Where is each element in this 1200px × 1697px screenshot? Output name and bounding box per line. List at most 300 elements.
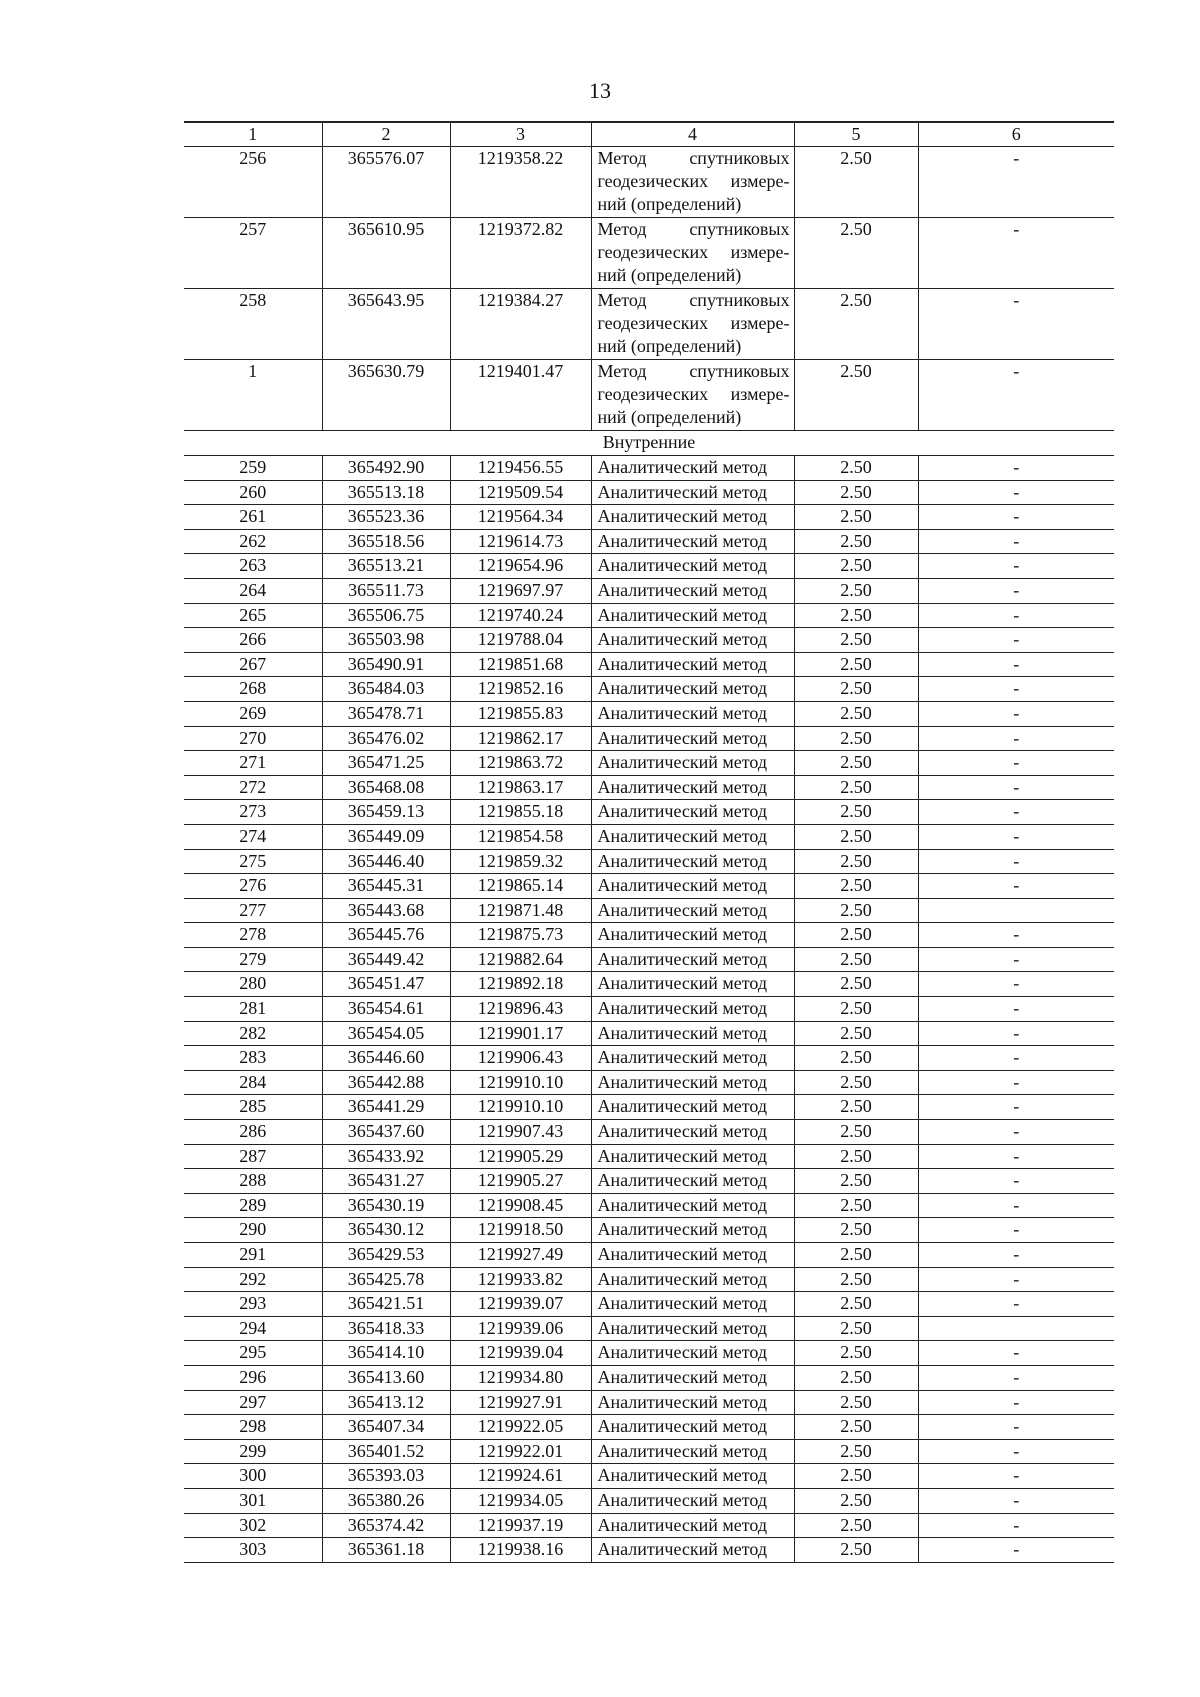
y-coordinate-cell: 1219933.82 (450, 1267, 591, 1292)
x-coordinate-cell: 365421.51 (322, 1292, 450, 1317)
y-coordinate-cell: 1219859.32 (450, 849, 591, 874)
note-cell: - (918, 289, 1114, 360)
y-coordinate-cell: 1219906.43 (450, 1046, 591, 1071)
y-coordinate-cell: 1219939.04 (450, 1341, 591, 1366)
y-coordinate-cell: 1219896.43 (450, 997, 591, 1022)
point-number-cell: 269 (184, 701, 322, 726)
y-coordinate-cell: 1219908.45 (450, 1193, 591, 1218)
note-cell: - (918, 677, 1114, 702)
y-coordinate-cell: 1219855.18 (450, 800, 591, 825)
header-cell-6: 6 (918, 122, 1114, 147)
table-row (184, 701, 1114, 726)
accuracy-cell: 2.50 (794, 1046, 918, 1071)
x-coordinate-cell: 365610.95 (322, 218, 450, 289)
method-cell: Аналитический метод (591, 1120, 794, 1145)
x-coordinate-cell: 365518.56 (322, 529, 450, 554)
x-coordinate-cell: 365413.60 (322, 1365, 450, 1390)
table-row (184, 1070, 1114, 1095)
table-row (184, 147, 1114, 218)
accuracy-cell: 2.50 (794, 1169, 918, 1194)
x-coordinate-cell: 365492.90 (322, 456, 450, 481)
y-coordinate-cell: 1219938.16 (450, 1538, 591, 1563)
table-row (184, 1390, 1114, 1415)
point-number-cell: 267 (184, 652, 322, 677)
header-cell-3: 3 (450, 122, 591, 147)
table-row (184, 554, 1114, 579)
method-cell: Аналитический метод (591, 1070, 794, 1095)
x-coordinate-cell: 365414.10 (322, 1341, 450, 1366)
method-cell: Аналитический метод (591, 751, 794, 776)
x-coordinate-cell: 365478.71 (322, 701, 450, 726)
method-cell: Аналитический метод (591, 824, 794, 849)
table-row (184, 824, 1114, 849)
note-cell: - (918, 1538, 1114, 1563)
note-cell: - (918, 701, 1114, 726)
method-cell: Аналитический метод (591, 1538, 794, 1563)
table-row (184, 1120, 1114, 1145)
note-cell: - (918, 923, 1114, 948)
table-row (184, 800, 1114, 825)
x-coordinate-cell: 365513.21 (322, 554, 450, 579)
method-cell: Аналитический метод (591, 874, 794, 899)
method-cell: Аналитический метод (591, 972, 794, 997)
table-row (184, 360, 1114, 431)
table-row (184, 1488, 1114, 1513)
table-body (184, 122, 1114, 1562)
method-cell: Аналитический метод (591, 652, 794, 677)
x-coordinate-cell: 365513.18 (322, 480, 450, 505)
y-coordinate-cell: 1219907.43 (450, 1120, 591, 1145)
table-row (184, 1267, 1114, 1292)
x-coordinate-cell: 365445.76 (322, 923, 450, 948)
x-coordinate-cell: 365429.53 (322, 1243, 450, 1268)
accuracy-cell: 2.50 (794, 1538, 918, 1563)
accuracy-cell: 2.50 (794, 360, 918, 431)
x-coordinate-cell: 365441.29 (322, 1095, 450, 1120)
table-row (184, 1144, 1114, 1169)
accuracy-cell: 2.50 (794, 147, 918, 218)
point-number-cell: 264 (184, 578, 322, 603)
method-cell: Аналитический метод (591, 701, 794, 726)
point-number-cell: 260 (184, 480, 322, 505)
y-coordinate-cell: 1219862.17 (450, 726, 591, 751)
table-row (184, 1193, 1114, 1218)
accuracy-cell: 2.50 (794, 751, 918, 776)
table-row (184, 456, 1114, 481)
header-cell-5: 5 (794, 122, 918, 147)
x-coordinate-cell: 365442.88 (322, 1070, 450, 1095)
table-row (184, 997, 1114, 1022)
note-cell: - (918, 1341, 1114, 1366)
y-coordinate-cell: 1219939.06 (450, 1316, 591, 1341)
note-cell: - (918, 947, 1114, 972)
note-cell: - (918, 578, 1114, 603)
y-coordinate-cell: 1219865.14 (450, 874, 591, 899)
note-cell: - (918, 1243, 1114, 1268)
y-coordinate-cell: 1219905.29 (450, 1144, 591, 1169)
y-coordinate-cell: 1219905.27 (450, 1169, 591, 1194)
note-cell: - (918, 1488, 1114, 1513)
method-cell: Аналитический метод (591, 456, 794, 481)
method-cell: Аналитический метод (591, 677, 794, 702)
method-cell: Аналитический метод (591, 1218, 794, 1243)
method-cell: Метод спутниковых геодезических измере-ний (определений) (591, 360, 794, 431)
note-cell: - (918, 1120, 1114, 1145)
accuracy-cell: 2.50 (794, 554, 918, 579)
y-coordinate-cell: 1219901.17 (450, 1021, 591, 1046)
note-cell: - (918, 775, 1114, 800)
point-number-cell: 285 (184, 1095, 322, 1120)
note-cell: - (918, 1193, 1114, 1218)
accuracy-cell: 2.50 (794, 456, 918, 481)
accuracy-cell: 2.50 (794, 1144, 918, 1169)
x-coordinate-cell: 365471.25 (322, 751, 450, 776)
accuracy-cell: 2.50 (794, 505, 918, 530)
point-number-cell: 296 (184, 1365, 322, 1390)
point-number-cell: 295 (184, 1341, 322, 1366)
x-coordinate-cell: 365446.60 (322, 1046, 450, 1071)
table-row (184, 505, 1114, 530)
accuracy-cell: 2.50 (794, 701, 918, 726)
section-row (184, 431, 1114, 456)
accuracy-cell: 2.50 (794, 578, 918, 603)
note-cell: - (918, 505, 1114, 530)
x-coordinate-cell: 365433.92 (322, 1144, 450, 1169)
note-cell: - (918, 800, 1114, 825)
point-number-cell: 277 (184, 898, 322, 923)
x-coordinate-cell: 365418.33 (322, 1316, 450, 1341)
point-number-cell: 270 (184, 726, 322, 751)
accuracy-cell: 2.50 (794, 1021, 918, 1046)
accuracy-cell: 2.50 (794, 603, 918, 628)
table-row (184, 1415, 1114, 1440)
note-cell: - (918, 218, 1114, 289)
point-number-cell: 298 (184, 1415, 322, 1440)
table-row (184, 1439, 1114, 1464)
note-cell: - (918, 456, 1114, 481)
y-coordinate-cell: 1219372.82 (450, 218, 591, 289)
accuracy-cell: 2.50 (794, 1439, 918, 1464)
y-coordinate-cell: 1219927.91 (450, 1390, 591, 1415)
table-row (184, 775, 1114, 800)
point-number-cell: 290 (184, 1218, 322, 1243)
point-number-cell: 278 (184, 923, 322, 948)
accuracy-cell: 2.50 (794, 947, 918, 972)
method-cell: Аналитический метод (591, 1095, 794, 1120)
x-coordinate-cell: 365443.68 (322, 898, 450, 923)
note-cell: - (918, 1070, 1114, 1095)
y-coordinate-cell: 1219875.73 (450, 923, 591, 948)
note-cell: - (918, 1365, 1114, 1390)
table-row (184, 1464, 1114, 1489)
table-row (184, 1292, 1114, 1317)
method-cell: Аналитический метод (591, 529, 794, 554)
point-number-cell: 283 (184, 1046, 322, 1071)
accuracy-cell: 2.50 (794, 1193, 918, 1218)
note-cell: - (918, 1390, 1114, 1415)
point-number-cell: 297 (184, 1390, 322, 1415)
header-cell-4: 4 (591, 122, 794, 147)
y-coordinate-cell: 1219788.04 (450, 628, 591, 653)
method-cell: Аналитический метод (591, 554, 794, 579)
method-cell: Аналитический метод (591, 628, 794, 653)
note-cell: - (918, 824, 1114, 849)
table-row (184, 1095, 1114, 1120)
y-coordinate-cell: 1219740.24 (450, 603, 591, 628)
coordinates-table (184, 121, 1114, 1563)
note-cell: - (918, 603, 1114, 628)
y-coordinate-cell: 1219910.10 (450, 1095, 591, 1120)
header-cell-1: 1 (184, 122, 322, 147)
method-cell: Аналитический метод (591, 1316, 794, 1341)
y-coordinate-cell: 1219939.07 (450, 1292, 591, 1317)
y-coordinate-cell: 1219509.54 (450, 480, 591, 505)
note-cell: - (918, 972, 1114, 997)
accuracy-cell: 2.50 (794, 1464, 918, 1489)
y-coordinate-cell: 1219934.80 (450, 1365, 591, 1390)
x-coordinate-cell: 365361.18 (322, 1538, 450, 1563)
note-cell: - (918, 147, 1114, 218)
accuracy-cell: 2.50 (794, 726, 918, 751)
y-coordinate-cell: 1219854.58 (450, 824, 591, 849)
note-cell: - (918, 652, 1114, 677)
y-coordinate-cell: 1219401.47 (450, 360, 591, 431)
point-number-cell: 293 (184, 1292, 322, 1317)
note-cell: - (918, 1021, 1114, 1046)
table-row (184, 751, 1114, 776)
accuracy-cell: 2.50 (794, 289, 918, 360)
point-number-cell: 259 (184, 456, 322, 481)
note-cell: - (918, 997, 1114, 1022)
x-coordinate-cell: 365459.13 (322, 800, 450, 825)
accuracy-cell: 2.50 (794, 218, 918, 289)
method-cell: Аналитический метод (591, 1169, 794, 1194)
accuracy-cell: 2.50 (794, 898, 918, 923)
x-coordinate-cell: 365506.75 (322, 603, 450, 628)
point-number-cell: 1 (184, 360, 322, 431)
accuracy-cell: 2.50 (794, 1243, 918, 1268)
table-row (184, 1169, 1114, 1194)
note-cell: - (918, 874, 1114, 899)
y-coordinate-cell: 1219855.83 (450, 701, 591, 726)
point-number-cell: 301 (184, 1488, 322, 1513)
point-number-cell: 292 (184, 1267, 322, 1292)
accuracy-cell: 2.50 (794, 1316, 918, 1341)
y-coordinate-cell: 1219654.96 (450, 554, 591, 579)
method-cell: Аналитический метод (591, 1365, 794, 1390)
x-coordinate-cell: 365393.03 (322, 1464, 450, 1489)
y-coordinate-cell: 1219358.22 (450, 147, 591, 218)
table-row (184, 628, 1114, 653)
y-coordinate-cell: 1219934.05 (450, 1488, 591, 1513)
x-coordinate-cell: 365454.61 (322, 997, 450, 1022)
x-coordinate-cell: 365430.19 (322, 1193, 450, 1218)
note-cell: - (918, 726, 1114, 751)
table-row (184, 923, 1114, 948)
point-number-cell: 272 (184, 775, 322, 800)
x-coordinate-cell: 365511.73 (322, 578, 450, 603)
x-coordinate-cell: 365576.07 (322, 147, 450, 218)
method-cell: Аналитический метод (591, 1513, 794, 1538)
method-cell: Аналитический метод (591, 1021, 794, 1046)
point-number-cell: 289 (184, 1193, 322, 1218)
method-cell: Аналитический метод (591, 1193, 794, 1218)
note-cell: - (918, 751, 1114, 776)
point-number-cell: 265 (184, 603, 322, 628)
table-row (184, 1341, 1114, 1366)
y-coordinate-cell: 1219937.19 (450, 1513, 591, 1538)
note-cell: - (918, 1095, 1114, 1120)
point-number-cell: 286 (184, 1120, 322, 1145)
y-coordinate-cell: 1219697.97 (450, 578, 591, 603)
point-number-cell: 282 (184, 1021, 322, 1046)
note-cell: - (918, 360, 1114, 431)
accuracy-cell: 2.50 (794, 849, 918, 874)
method-cell: Аналитический метод (591, 1390, 794, 1415)
point-number-cell: 276 (184, 874, 322, 899)
method-cell: Аналитический метод (591, 1292, 794, 1317)
point-number-cell: 256 (184, 147, 322, 218)
accuracy-cell: 2.50 (794, 775, 918, 800)
note-cell: - (918, 1292, 1114, 1317)
x-coordinate-cell: 365425.78 (322, 1267, 450, 1292)
method-cell: Аналитический метод (591, 603, 794, 628)
point-number-cell: 287 (184, 1144, 322, 1169)
accuracy-cell: 2.50 (794, 824, 918, 849)
point-number-cell: 268 (184, 677, 322, 702)
table-row (184, 652, 1114, 677)
accuracy-cell: 2.50 (794, 1120, 918, 1145)
method-cell: Аналитический метод (591, 1439, 794, 1464)
accuracy-cell: 2.50 (794, 652, 918, 677)
method-cell: Метод спутниковых геодезических измере-ний (определений) (591, 289, 794, 360)
point-number-cell: 257 (184, 218, 322, 289)
table-row (184, 603, 1114, 628)
note-cell: - (918, 1415, 1114, 1440)
note-cell: - (918, 554, 1114, 579)
y-coordinate-cell: 1219863.17 (450, 775, 591, 800)
note-cell: - (918, 1218, 1114, 1243)
y-coordinate-cell: 1219922.05 (450, 1415, 591, 1440)
method-cell: Аналитический метод (591, 578, 794, 603)
x-coordinate-cell: 365430.12 (322, 1218, 450, 1243)
point-number-cell: 300 (184, 1464, 322, 1489)
accuracy-cell: 2.50 (794, 677, 918, 702)
method-cell: Аналитический метод (591, 1341, 794, 1366)
accuracy-cell: 2.50 (794, 1488, 918, 1513)
point-number-cell: 288 (184, 1169, 322, 1194)
x-coordinate-cell: 365413.12 (322, 1390, 450, 1415)
x-coordinate-cell: 365431.27 (322, 1169, 450, 1194)
y-coordinate-cell: 1219924.61 (450, 1464, 591, 1489)
y-coordinate-cell: 1219384.27 (450, 289, 591, 360)
method-cell: Аналитический метод (591, 800, 794, 825)
point-number-cell: 291 (184, 1243, 322, 1268)
point-number-cell: 271 (184, 751, 322, 776)
y-coordinate-cell: 1219564.34 (450, 505, 591, 530)
x-coordinate-cell: 365449.09 (322, 824, 450, 849)
accuracy-cell: 2.50 (794, 529, 918, 554)
y-coordinate-cell: 1219851.68 (450, 652, 591, 677)
point-number-cell: 262 (184, 529, 322, 554)
method-cell: Аналитический метод (591, 1415, 794, 1440)
x-coordinate-cell: 365523.36 (322, 505, 450, 530)
y-coordinate-cell: 1219927.49 (450, 1243, 591, 1268)
x-coordinate-cell: 365374.42 (322, 1513, 450, 1538)
accuracy-cell: 2.50 (794, 628, 918, 653)
y-coordinate-cell: 1219922.01 (450, 1439, 591, 1464)
method-cell: Аналитический метод (591, 1464, 794, 1489)
x-coordinate-cell: 365490.91 (322, 652, 450, 677)
method-cell: Аналитический метод (591, 1144, 794, 1169)
note-cell: - (918, 1439, 1114, 1464)
x-coordinate-cell: 365503.98 (322, 628, 450, 653)
x-coordinate-cell: 365454.05 (322, 1021, 450, 1046)
method-cell: Аналитический метод (591, 775, 794, 800)
accuracy-cell: 2.50 (794, 1095, 918, 1120)
accuracy-cell: 2.50 (794, 972, 918, 997)
x-coordinate-cell: 365449.42 (322, 947, 450, 972)
y-coordinate-cell: 1219852.16 (450, 677, 591, 702)
y-coordinate-cell: 1219892.18 (450, 972, 591, 997)
table-row (184, 849, 1114, 874)
method-cell: Аналитический метод (591, 997, 794, 1022)
accuracy-cell: 2.50 (794, 1292, 918, 1317)
accuracy-cell: 2.50 (794, 1218, 918, 1243)
y-coordinate-cell: 1219918.50 (450, 1218, 591, 1243)
x-coordinate-cell: 365468.08 (322, 775, 450, 800)
note-cell (918, 1316, 1114, 1341)
accuracy-cell: 2.50 (794, 1341, 918, 1366)
note-cell: - (918, 1464, 1114, 1489)
x-coordinate-cell: 365446.40 (322, 849, 450, 874)
x-coordinate-cell: 365476.02 (322, 726, 450, 751)
table-row (184, 1365, 1114, 1390)
table-row (184, 578, 1114, 603)
accuracy-cell: 2.50 (794, 1415, 918, 1440)
note-cell: - (918, 628, 1114, 653)
x-coordinate-cell: 365484.03 (322, 677, 450, 702)
point-number-cell: 261 (184, 505, 322, 530)
point-number-cell: 302 (184, 1513, 322, 1538)
table-row (184, 972, 1114, 997)
y-coordinate-cell: 1219882.64 (450, 947, 591, 972)
accuracy-cell: 2.50 (794, 997, 918, 1022)
note-cell: - (918, 1046, 1114, 1071)
note-cell: - (918, 849, 1114, 874)
point-number-cell: 258 (184, 289, 322, 360)
point-number-cell: 279 (184, 947, 322, 972)
method-cell: Аналитический метод (591, 505, 794, 530)
x-coordinate-cell: 365401.52 (322, 1439, 450, 1464)
header-row (184, 122, 1114, 147)
accuracy-cell: 2.50 (794, 1267, 918, 1292)
note-cell: - (918, 529, 1114, 554)
y-coordinate-cell: 1219614.73 (450, 529, 591, 554)
method-cell: Аналитический метод (591, 1046, 794, 1071)
note-cell: - (918, 1513, 1114, 1538)
table-row (184, 1316, 1114, 1341)
note-cell: - (918, 1169, 1114, 1194)
table-row (184, 898, 1114, 923)
method-cell: Аналитический метод (591, 1488, 794, 1513)
accuracy-cell: 2.50 (794, 1365, 918, 1390)
header-cell-2: 2 (322, 122, 450, 147)
page-number: 13 (589, 78, 611, 103)
y-coordinate-cell: 1219863.72 (450, 751, 591, 776)
accuracy-cell: 2.50 (794, 923, 918, 948)
method-cell: Метод спутниковых геодезических измере-ний (определений) (591, 218, 794, 289)
